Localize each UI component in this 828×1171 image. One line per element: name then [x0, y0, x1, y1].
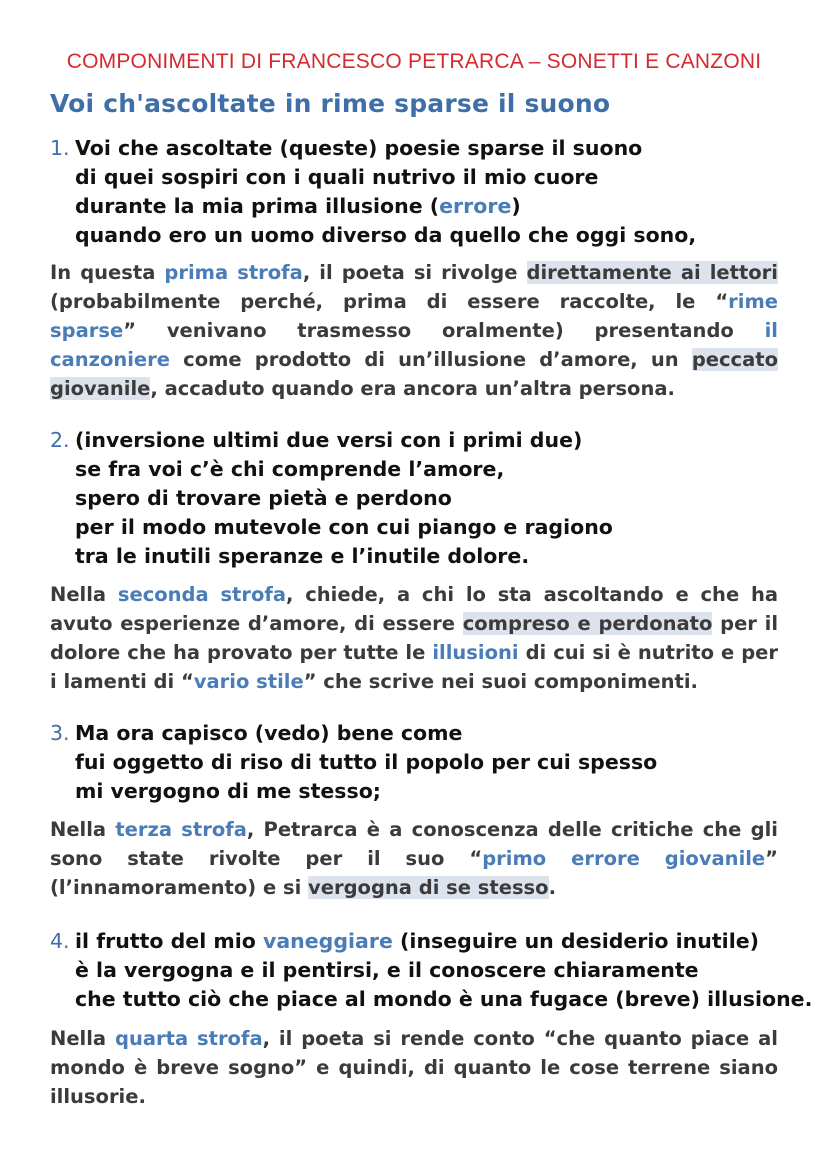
- verse-line: spero di trovare pietà e perdono: [75, 486, 452, 510]
- highlighted-term: il canzoniere: [50, 319, 778, 371]
- highlighted-term: prima strofa: [164, 261, 303, 284]
- highlighted-term: vaneggiare: [262, 929, 393, 953]
- marked-phrase: peccato giovanile: [50, 348, 778, 400]
- verse-line: se fra voi c’è chi comprende l’amore,: [75, 457, 505, 481]
- verse-line: fui oggetto di riso di tutto il popolo per cui spesso: [75, 750, 658, 774]
- verse-line: mi vergogno di me stesso;: [75, 779, 381, 803]
- comment-text: ” (l’innamoramento) e si: [50, 847, 778, 899]
- verse-line: è la vergogna e il pentirsi, e il conoscere chiaramente: [75, 958, 699, 982]
- comment-text: Nella: [50, 583, 118, 606]
- highlighted-term: seconda strofa: [117, 583, 287, 606]
- verse-text: durante la mia prima illusione (: [75, 194, 440, 218]
- stanza-2: [50, 426, 790, 571]
- verse-text: ): [511, 194, 521, 218]
- stanza-3: [50, 719, 790, 806]
- comment-text: (probabilmente perché, prima di essere raccolte, le “: [50, 290, 729, 313]
- highlighted-term: terza strofa: [115, 818, 247, 841]
- comment-text: .: [548, 876, 556, 899]
- commentary-paragraph-2: [50, 580, 778, 696]
- page-header: COMPONIMENTI DI FRANCESCO PETRARCA – SONETTI E CANZONI: [66, 50, 762, 73]
- comment-text: , Petrarca è a conoscenza delle critiche che gli sono state rivolte per il suo “: [50, 818, 778, 870]
- verse-line: tra le inutili speranze e l’inutile dolore.: [75, 544, 530, 568]
- marked-phrase: vergogna di se stesso: [308, 876, 549, 899]
- poem-title: Voi ch'ascoltate in rime sparse il suono: [50, 89, 611, 118]
- verse-line: per il modo mutevole con cui piango e ragiono: [75, 515, 613, 539]
- verse-text: il frutto del mio: [75, 929, 263, 953]
- highlighted-term: rime sparse: [50, 290, 778, 342]
- comment-text: di cui si è nutrito e per i lamenti di “: [50, 641, 778, 693]
- highlighted-term: quarta strofa: [115, 1027, 263, 1050]
- verse-text: (inseguire un desiderio inutile): [392, 929, 759, 953]
- comment-text: per il dolore che ha provato per tutte le: [50, 612, 779, 664]
- verse-line: [50, 927, 790, 956]
- comment-text: , chiede, a chi lo sta ascoltando e che ha avuto esperienze d’amore, di essere: [50, 583, 778, 635]
- stanza-1: [50, 134, 790, 250]
- commentary-paragraph-1: [50, 258, 778, 403]
- highlighted-term: illusioni: [432, 641, 519, 664]
- verse-line: [50, 192, 790, 221]
- commentary-paragraph-4: [50, 1024, 778, 1111]
- comment-text: Nella: [50, 1027, 115, 1050]
- verse-line: Ma ora capisco (vedo) bene come: [75, 721, 463, 745]
- comment-text: Nella: [50, 818, 116, 841]
- verse-line: Voi che ascoltate (queste) poesie sparse il suono: [75, 136, 643, 160]
- stanza-number: 4.: [50, 929, 70, 953]
- comment-text: , il poeta si rende conto “che quanto piace al mondo è breve sogno” e quindi, di quanto le cose terrene siano illusorie.: [50, 1027, 778, 1108]
- marked-phrase: direttamente ai lettori: [526, 261, 778, 284]
- stanza-number: 2.: [50, 428, 70, 452]
- comment-text: , il poeta si rivolge: [302, 261, 527, 284]
- verse-line: (inversione ultimi due versi con i primi due): [75, 428, 583, 452]
- highlighted-term: primo errore giovanile: [482, 847, 766, 870]
- verse-line: di quei sospiri con i quali nutrivo il mio cuore: [75, 165, 599, 189]
- verse-line: che tutto ciò che piace al mondo è una fugace (breve) illusione.: [75, 987, 813, 1011]
- comment-text: In questa: [50, 261, 165, 284]
- stanza-number: 3.: [50, 721, 70, 745]
- highlighted-term: vario stile: [193, 670, 304, 693]
- comment-text: ” che scrive nei suoi componimenti.: [303, 670, 698, 693]
- verse-line: quando ero un uomo diverso da quello che oggi sono,: [75, 223, 697, 247]
- marked-phrase: compreso e perdonato: [462, 612, 713, 635]
- comment-text: ” venivano trasmesso oralmente) presentando: [123, 319, 765, 342]
- comment-text: come prodotto di un’illusione d’amore, un: [169, 348, 692, 371]
- stanza-number: 1.: [50, 136, 70, 160]
- comment-text: , accaduto quando era ancora un’altra persona.: [150, 377, 675, 400]
- commentary-paragraph-3: [50, 815, 778, 902]
- highlighted-term: errore: [439, 194, 512, 218]
- stanza-4: [50, 927, 813, 1014]
